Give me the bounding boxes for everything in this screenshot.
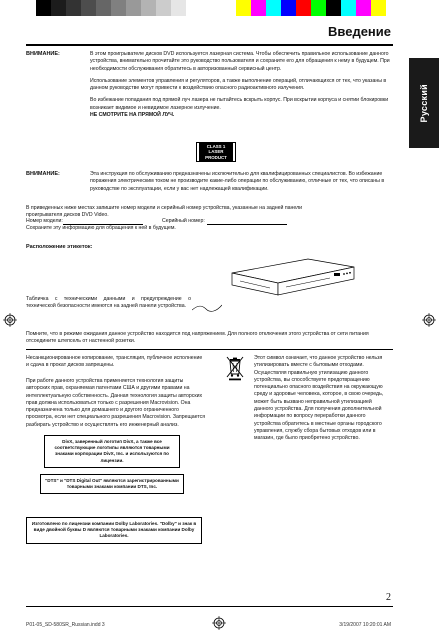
model-number-label: Номер модели: xyxy=(26,218,63,224)
warning1-p1: В этом проигрывателе дисков DVD используется лазерная система. Чтобы обеспечить правильное использование данного устройства, внимательно прочитайте это руководство пользователя и сохраните его для обращения к нему в будущем. При необходимости обслуживания обратитесь в авторизованный сервисный центр. xyxy=(90,51,390,72)
power-note: Помните, что в режиме ожидания данное устройство находится под напряжением. Для полного отключения этого устройства от сети питания отсоедините штепсель от настенной розетки. xyxy=(26,331,369,345)
language-tab-label: Русский xyxy=(419,83,429,123)
footer-timestamp: 3/19/2007 10:20:01 AM xyxy=(339,622,391,628)
language-tab xyxy=(409,58,439,148)
warning-block-1 xyxy=(90,51,390,124)
gray-swatch-8 xyxy=(156,0,171,16)
crossed-bin-icon xyxy=(224,355,246,386)
dts-trademark-box: "DTS" и "DTS Digital Out" являются зарегистрированными товарными знаками компании DTS, Inc. xyxy=(40,474,184,494)
page-number: 2 xyxy=(386,592,391,603)
color-swatch-7 xyxy=(341,0,356,16)
warning2-text: Эта инструкция по обслуживанию предназначены исключительно для квалифицированных специалистов. Во избежание поражения электрическим током не производите какие-либо операции по обслуживанию, отличные от тех, что описаны в руководстве по эксплуатации, если у вас нет надлежащей квалификации. xyxy=(90,171,385,192)
divx-trademark-box: DivX, заверенный логотип DivX, а также все соответствующие логотипы являются товарными знаками корпорации DivX, Inc. и используются по лицензии. xyxy=(44,435,180,468)
gray-swatch-4 xyxy=(96,0,111,16)
color-swatch-2 xyxy=(266,0,281,16)
labels-location-heading: Расположение этикеток: xyxy=(26,244,93,250)
label-pointer xyxy=(192,300,222,310)
warning-label-2: ВНИМАНИЕ: xyxy=(26,171,60,177)
dvd-player-illustration xyxy=(226,253,358,299)
color-swatch-9 xyxy=(371,0,386,16)
registration-mark-bottom-icon xyxy=(212,616,226,630)
bottom-rule xyxy=(26,606,393,607)
color-swatch-1 xyxy=(251,0,266,16)
warning1-p4: НЕ СМОТРИТЕ НА ПРЯМОЙ ЛУЧ. xyxy=(90,111,175,118)
footer-filename: P01-05_SD-580SR_Russian.indd 3 xyxy=(26,622,105,628)
serial-intro: В приведенных ниже местах запишите номер модели и серийный номер устройства, указанные на задней панели проигрывателя дисков DVD Video. xyxy=(26,205,303,219)
page-title: Введение xyxy=(328,24,391,39)
warning1-p3: Во избежание попадания под прямой луч лазера не пытайтесь вскрыть корпус. При вскрытии корпуса и снятии блокировки возникает видимое и невидимое лазерное излучение. xyxy=(90,97,389,111)
serial-number-label: Серийный номер: xyxy=(162,218,205,224)
gray-swatch-7 xyxy=(141,0,156,16)
color-swatch-6 xyxy=(326,0,341,16)
labels-caption: Табличка с техническими данными и предупреждение о технической безопасности имеются на задней панели устройства. xyxy=(26,296,191,310)
gray-swatch-5 xyxy=(111,0,126,16)
registration-mark-left-icon xyxy=(3,313,17,327)
class1-laser-label xyxy=(196,142,236,162)
color-swatch-10 xyxy=(386,0,401,16)
gray-swatch-2 xyxy=(66,0,81,16)
color-swatch-0 xyxy=(236,0,251,16)
gray-swatch-6 xyxy=(126,0,141,16)
class-label-line2: LASER PRODUCT xyxy=(199,149,233,159)
registration-mark-right-icon xyxy=(422,313,436,327)
warning-label-1: ВНИМАНИЕ: xyxy=(26,51,60,57)
section-divider xyxy=(26,349,393,350)
warning1-p2: Использование элементов управления и регуляторов, а также выполнение операций, отличающихся от тех, что указаны в данном руководстве могут привести к воздействию опасного радиоактивного излучения. xyxy=(90,77,387,92)
gray-swatch-10 xyxy=(186,0,201,16)
color-swatch-8 xyxy=(356,0,371,16)
gray-swatch-1 xyxy=(51,0,66,16)
gray-swatch-9 xyxy=(171,0,186,16)
macrovision-notice: При работе данного устройства применяется технология защиты авторских прав, охраняемая патентами США и другими правами на интеллектуальную собственность. Данная технология защиты авторских прав должна использоваться только с разрешения Macrovision. Она предназначена только для домашнего и другого ограниченного просмотра, если нет специального разрешения Macrovision. Запрещается разбирать устройство и осуществлять его инженерный анализ. xyxy=(26,378,206,428)
gray-swatch-0 xyxy=(36,0,51,16)
color-swatch-3 xyxy=(281,0,296,16)
gray-swatch-3 xyxy=(81,0,96,16)
grayscale-bars xyxy=(36,0,201,16)
title-rule xyxy=(26,44,393,46)
color-bars xyxy=(236,0,401,16)
recycle-notice: Этот символ означает, что данное устройство нельзя утилизировать вместе с бытовыми отходами. Осуществляя правильную утилизацию данного устройства, вы способствуете предотвращению потенциально опасного воздействия на окружающую среду и здоровье человека, которое, в свою очередь, может быть вызвано неправильной утилизацией данного устройства. Для получения дополнительной информации по вопросу переработки данного устройства обратитесь в местные органы городского управления, службу сбора бытовых отходов или в магазин, где было приобретено устройство. xyxy=(254,355,384,442)
serial-keep: Сохраните эту информацию для обращения к ней в будущем. xyxy=(26,225,176,231)
class-label-line1: CLASS 1 xyxy=(199,144,233,149)
color-swatch-4 xyxy=(296,0,311,16)
dolby-trademark-box: Изготовлено по лицензии компании Dolby Laboratories. "Dolby" и знак в виде двойной буквы D являются товарными знаками компании Dolby Laboratories. xyxy=(26,517,202,544)
copying-notice: Несанкционированное копирование, трансляция, публичное исполнение и сдача в прокат дисков запрещены. xyxy=(26,355,203,369)
color-swatch-5 xyxy=(311,0,326,16)
